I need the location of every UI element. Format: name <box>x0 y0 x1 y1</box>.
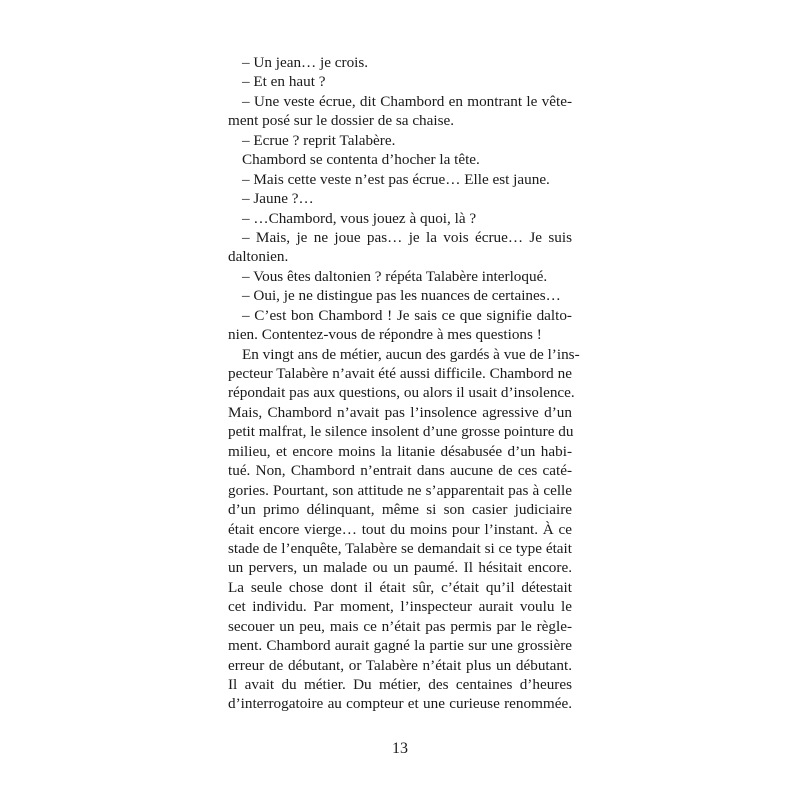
text-line: – Une veste écrue, dit Chambord en montrant le vête- <box>242 92 572 110</box>
text-line: ment posé sur le dossier de sa chaise. <box>228 112 455 130</box>
text-line: petit malfrat, le silence insolent d’une grosse pointure du <box>228 423 574 441</box>
text-line: La seule chose dont il était sûr, c’était qu’il détestait <box>228 578 572 596</box>
text-line: Il avait du métier. Du métier, des centaines d’heures <box>228 676 572 693</box>
text-line: Mais, Chambord n’avait pas l’insolence agressive d’un <box>228 403 572 421</box>
text-line: – Ecrue ? reprit Talabère. <box>242 131 396 149</box>
text-line: – Jaune ?… <box>242 190 314 208</box>
text-line: tué. Non, Chambord n’entrait dans aucune de ces caté- <box>228 462 572 480</box>
text-line: – Et en haut ? <box>242 73 326 91</box>
text-line: – Un jean… je crois. <box>242 54 369 71</box>
text-line: secouer un peu, mais ce n’était pas permis par le règle- <box>228 617 572 635</box>
text-line: – Mais, je ne joue pas… je la vois écrue… Je suis <box>242 228 572 246</box>
text-line: d’interrogatoire au compteur et une curieuse renommée. <box>228 695 572 713</box>
text-line: – Vous êtes daltonien ? répéta Talabère interloqué. <box>242 267 548 285</box>
text-line: d’un primo délinquant, même si son casier judiciaire <box>228 501 572 519</box>
text-line: était encore vierge… tout du moins pour l’instant. À ce <box>228 520 572 538</box>
page-number: 13 <box>392 740 408 757</box>
text-line: répondait pas aux questions, ou alors il usait d’insolence. <box>228 384 575 402</box>
body-text <box>228 53 580 714</box>
text-line: ment. Chambord aurait gagné la partie sur une grossière <box>228 637 572 655</box>
text-line: stade de l’enquête, Talabère se demandait si ce type était <box>228 539 572 557</box>
text-line: En vingt ans de métier, aucun des gardés à vue de l’ins- <box>242 345 580 363</box>
text-line: daltonien. <box>228 248 289 266</box>
text-line: – Mais cette veste n’est pas écrue… Elle est jaune. <box>242 170 550 188</box>
text-line: gories. Pourtant, son attitude ne s’apparentait pas à celle <box>228 481 572 499</box>
text-line: un pervers, un malade ou un paumé. Il hésitait encore. <box>228 559 572 577</box>
text-line: cet individu. Par moment, l’inspecteur aurait voulu le <box>228 598 572 616</box>
text-line: milieu, et encore moins la litanie désabusée d’un habi- <box>228 442 572 460</box>
text-line: Chambord se contenta d’hocher la tête. <box>242 151 480 169</box>
text-line: – Oui, je ne distingue pas les nuances de certaines… <box>242 287 561 305</box>
text-line: erreur de débutant, or Talabère n’était plus un débutant. <box>228 656 572 674</box>
text-line: – C’est bon Chambord ! Je sais ce que signifie dalto- <box>242 306 572 324</box>
text-line: – …Chambord, vous jouez à quoi, là ? <box>242 209 477 227</box>
text-line: pecteur Talabère n’avait été aussi difficile. Chambord ne <box>228 365 572 382</box>
text-line: nien. Contentez-vous de répondre à mes questions ! <box>228 326 542 344</box>
